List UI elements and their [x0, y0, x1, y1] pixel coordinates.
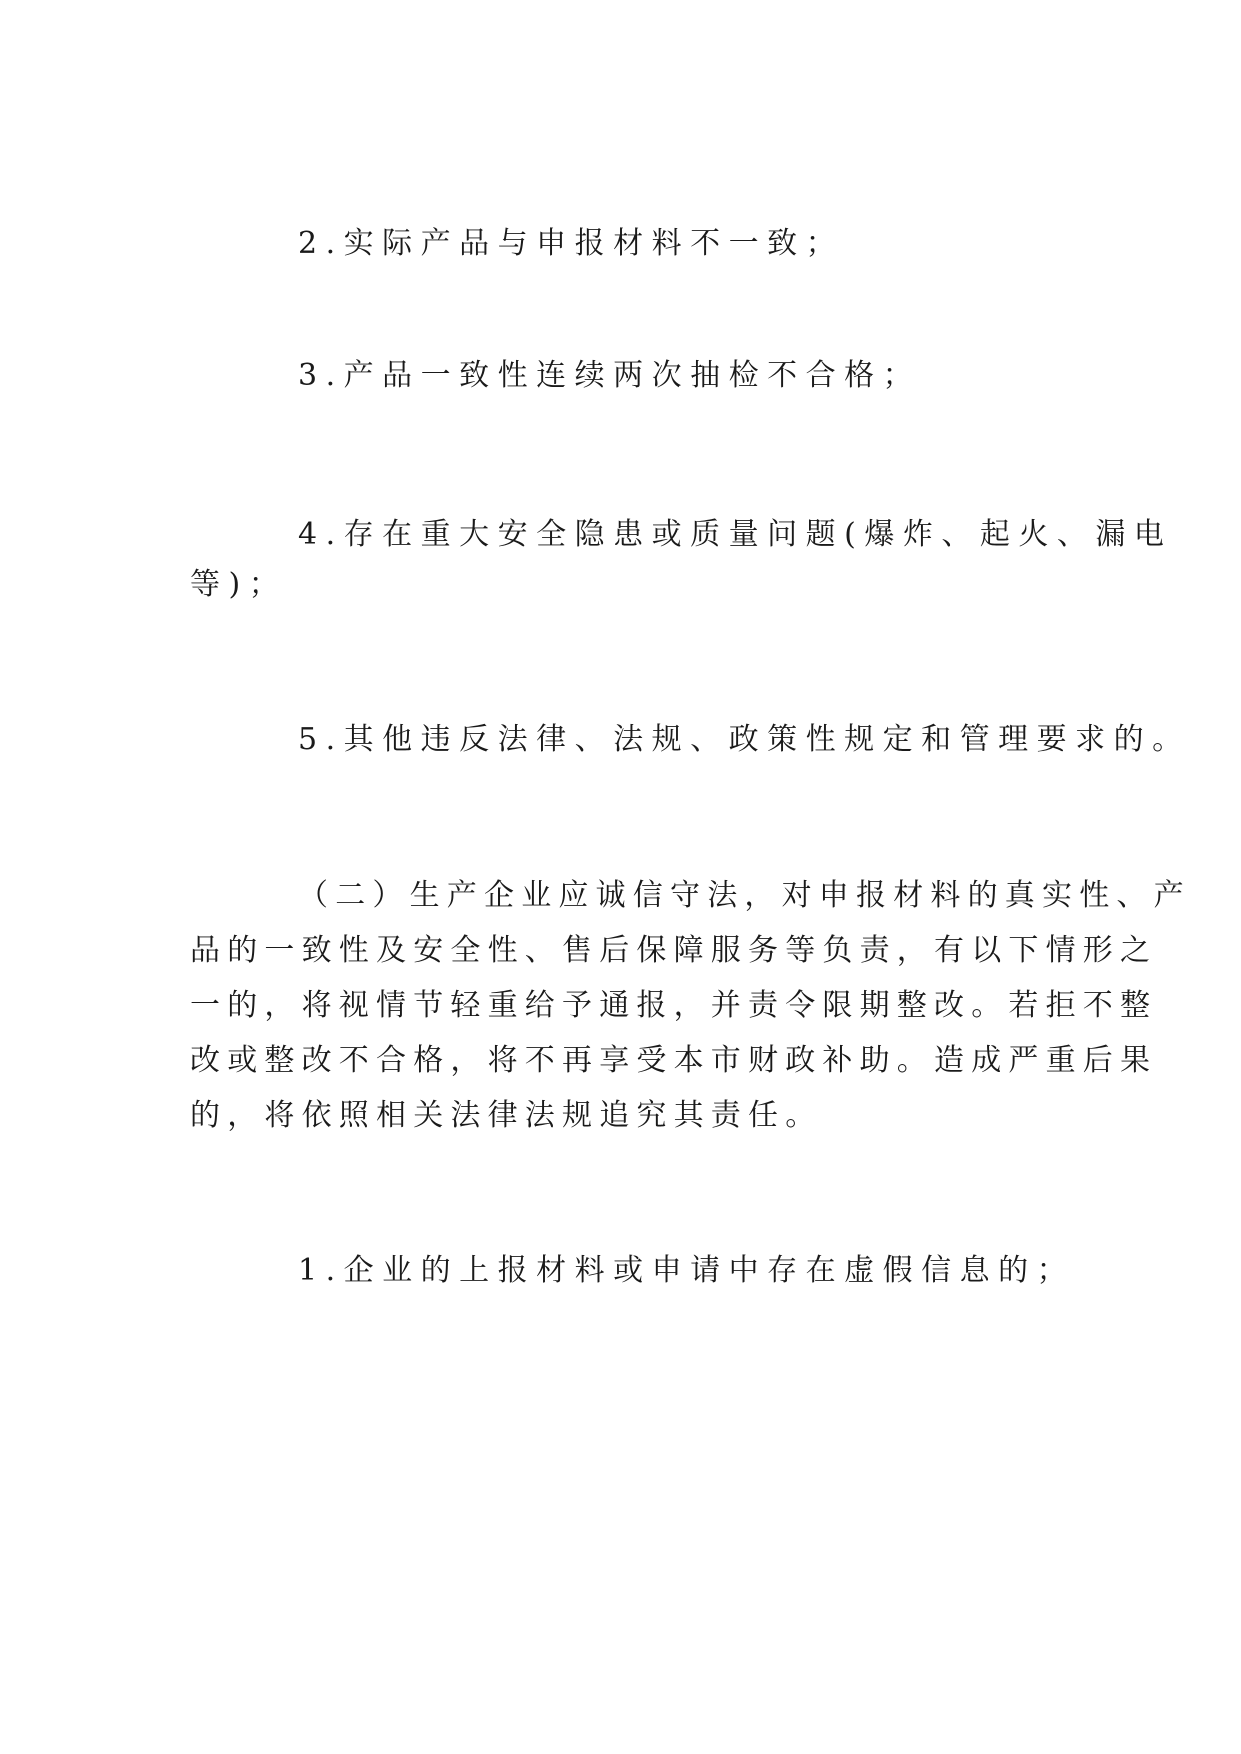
list-item-5: 5.其他违反法律、法规、政策性规定和管理要求的。	[298, 722, 1191, 757]
section-2-line-1: （二）生产企业应诚信守法，对申报材料的真实性、产	[298, 878, 1191, 913]
section-2-line-4: 改或整改不合格，将不再享受本市财政补助。造成严重后果	[190, 1043, 1158, 1078]
list-item-4-line-1: 4.存在重大安全隐患或质量问题(爆炸、起火、漏电	[298, 517, 1173, 552]
section-2-line-2: 品的一致性及安全性、售后保障服务等负责，有以下情形之	[190, 933, 1158, 968]
section-2-line-5: 的，将依照相关法律法规追究其责任。	[190, 1098, 823, 1133]
list-item-1: 1.企业的上报材料或申请中存在虚假信息的；	[298, 1253, 1076, 1288]
list-item-2: 2.实际产品与申报材料不一致；	[298, 226, 845, 261]
list-item-3: 3.产品一致性连续两次抽检不合格；	[298, 358, 922, 393]
section-2-line-3: 一的，将视情节轻重给予通报，并责令限期整改。若拒不整	[190, 988, 1158, 1023]
list-item-4-line-2: 等)；	[190, 567, 288, 602]
